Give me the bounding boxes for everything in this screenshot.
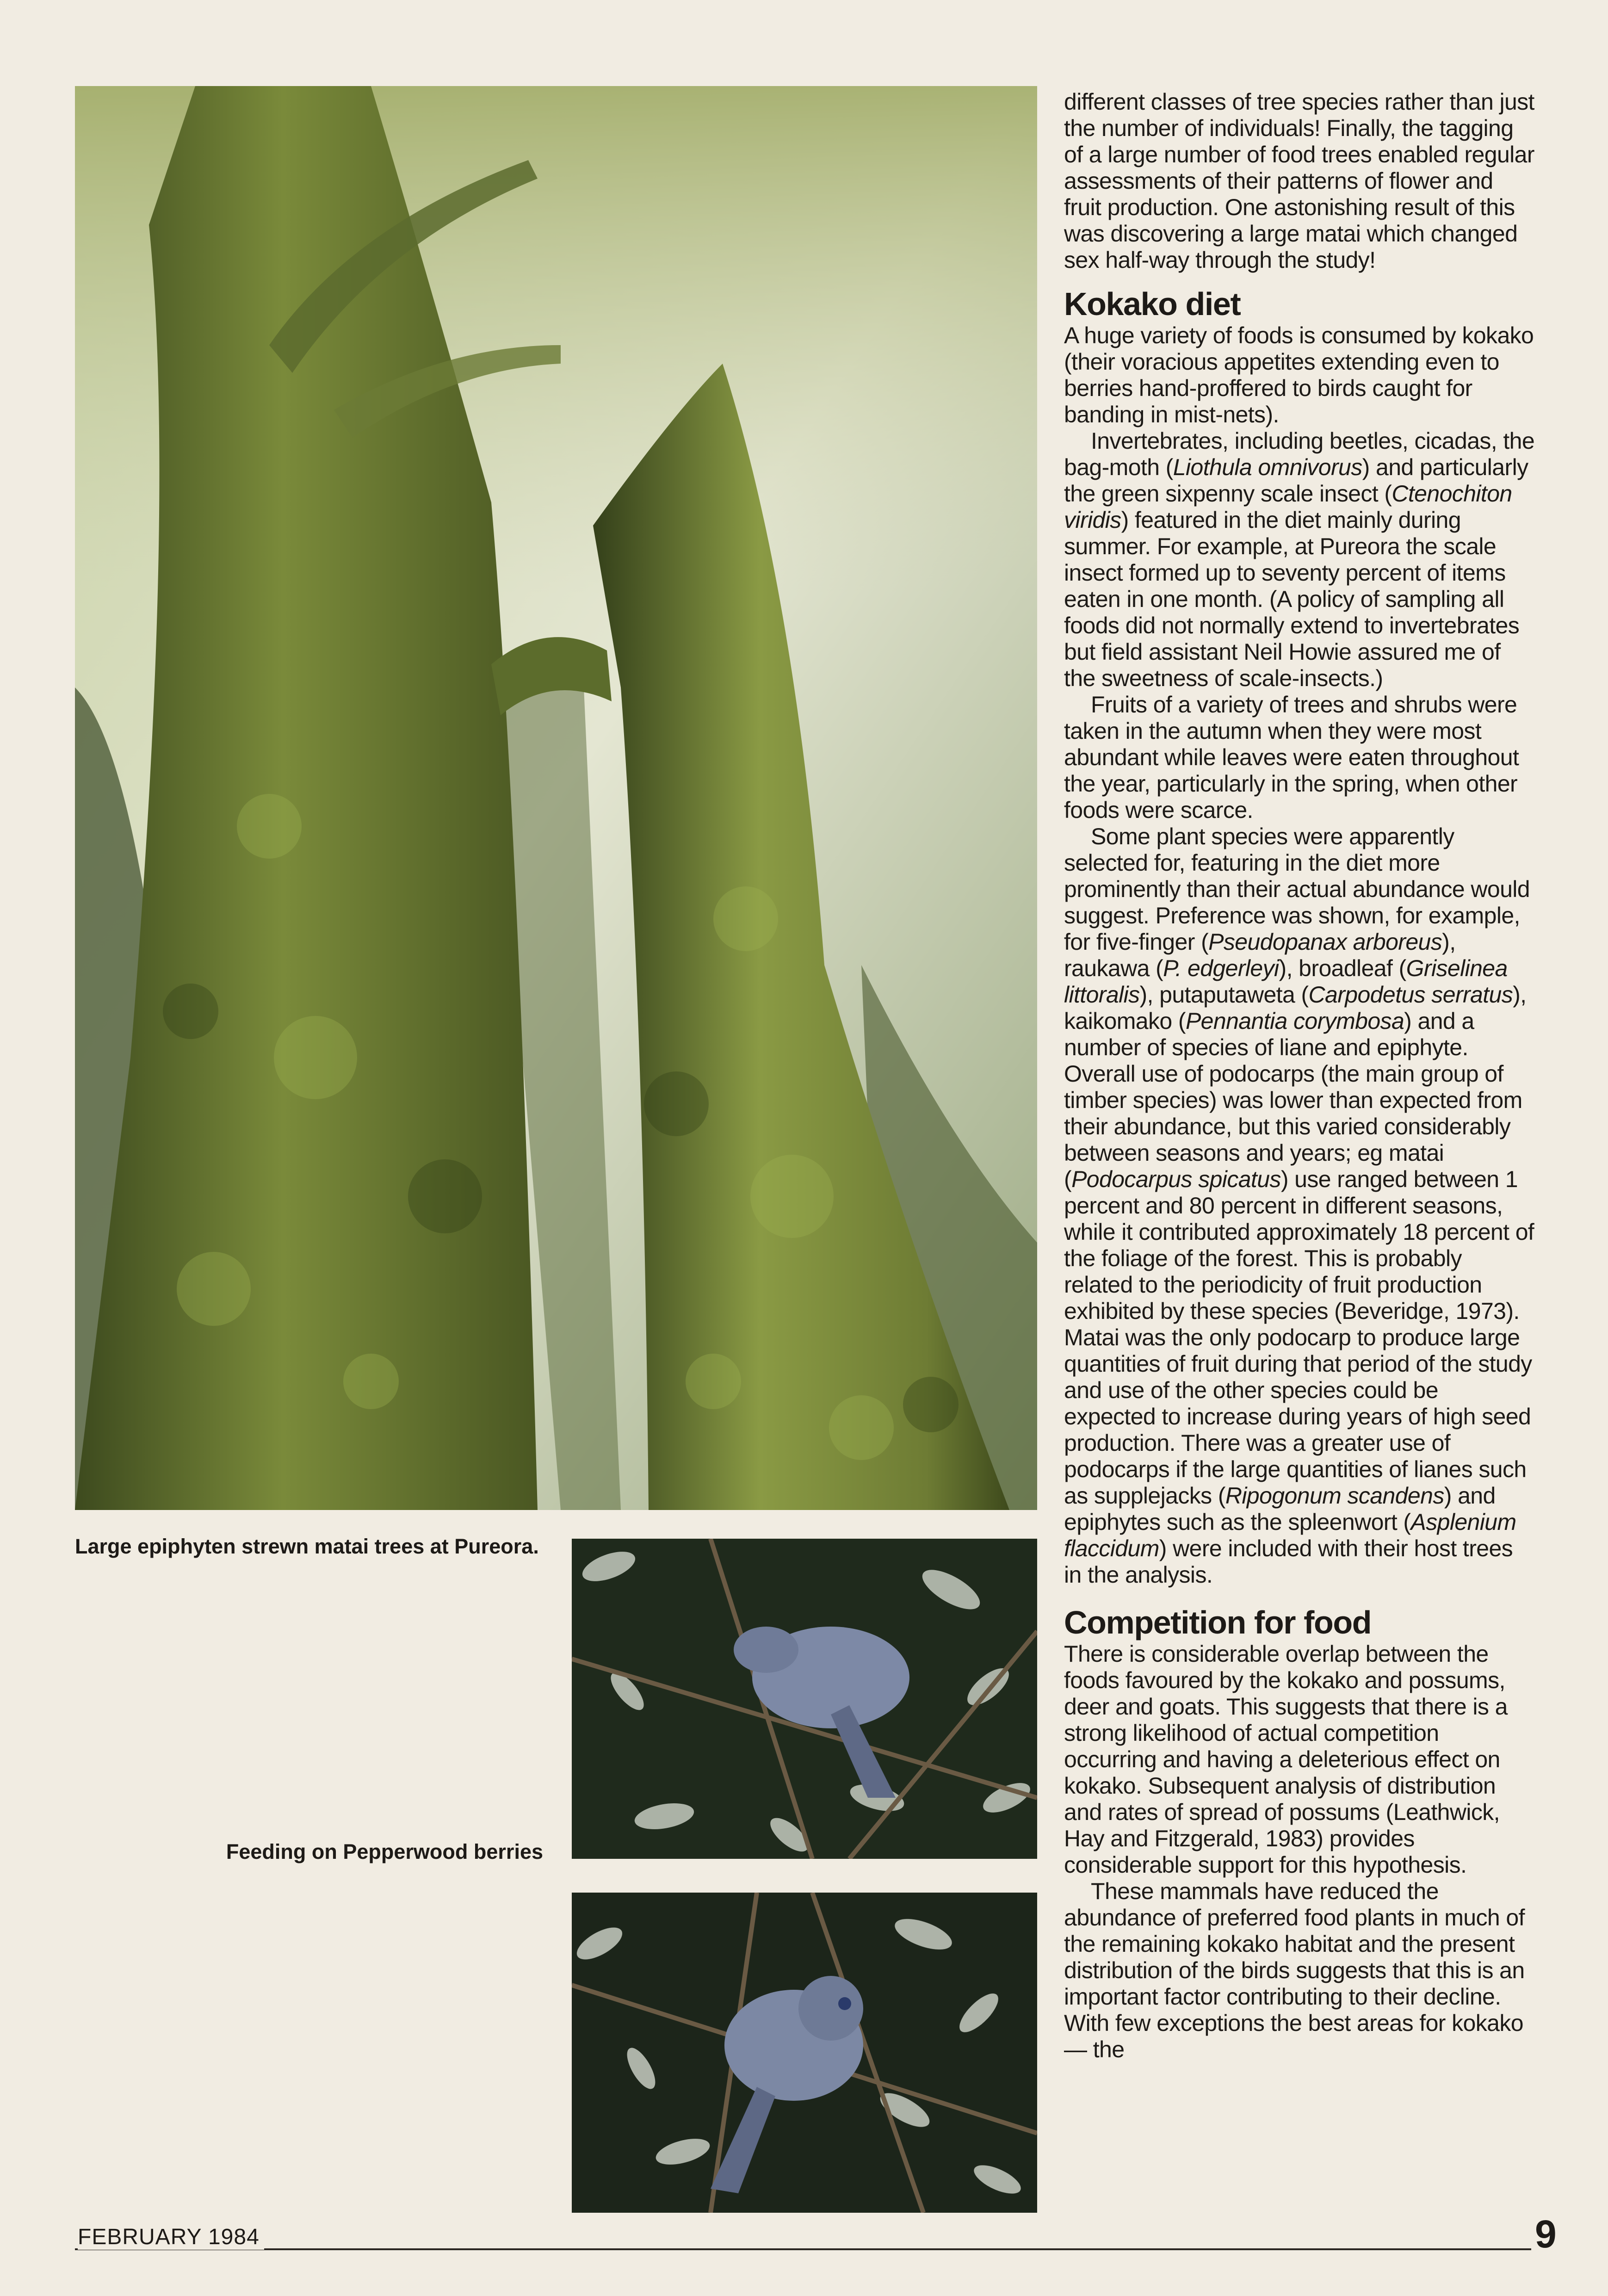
intro-paragraph: different classes of tree species rather than just the number of individuals! Finally, the tagging of a large number of food trees enabled regular assessments of their patterns of flower and fruit production. One astonishing result of this was discovering a large matai which changed sex half-way through the study! [1064,89,1534,273]
bird-photo-top [572,1539,1037,1859]
page-number: 9 [1535,2212,1557,2256]
section-heading-kokako-diet: Kokako diet [1064,286,1241,322]
footer-rule [75,2248,1531,2250]
bird-photo-caption: Feeding on Pepperwood berries [226,1840,543,1863]
article-column [1064,89,1536,2063]
bird-icon [572,1893,1037,2213]
forest-photo-caption: Large epiphyten strewn matai trees at Pureora. [75,1535,539,1558]
paragraph: These mammals have reduced the abundance of preferred food plants in much of the remaining kokako habitat and the present distribution of the birds suggests that this is an important factor contributing to their decline. With few exceptions the best areas for kokako — the [1064,1878,1525,2062]
tree-icon [75,86,1037,1510]
section-heading-competition-for-food: Competition for food [1064,1604,1372,1640]
forest-photo [75,86,1037,1510]
bird-photo-bottom [572,1893,1037,2213]
paragraph: Invertebrates, including beetles, cicadas, the bag-moth (Liothula omnivorus) and particularly the green sixpenny scale insect (Ctenochiton viridis) featured in the diet mainly during summer. For example, at Pureora the scale insect formed up to seventy percent of items eaten in one month. (A policy of sampling all foods did not normally extend to invertebrates but field assistant Neil Howie assured me of the sweetness of scale-insects.) [1064,428,1535,691]
bird-icon [572,1539,1037,1859]
paragraph: Fruits of a variety of trees and shrubs were taken in the autumn when they were most abundant while leaves were eaten throughout the year, particularly in the spring, when other foods were scarce. [1064,692,1519,823]
footer-date: FEBRUARY 1984 [78,2224,264,2250]
paragraph: There is considerable overlap between the foods favoured by the kokako and possums, deer and goats. This suggests that there is a strong likelihood of actual competition occurring and having a deleterious effect on kokako. Subsequent analysis of distribution and rates of spread of possums (Leathwick, Hay and Fitzgerald, 1983) provides considerable support for this hypothesis. [1064,1641,1508,1878]
paragraph: A huge variety of foods is consumed by kokako (their voracious appetites extending even to berries hand-proffered to birds caught for banding in mist-nets). [1064,322,1534,427]
paragraph: Some plant species were apparently selected for, featuring in the diet more prominently than their actual abundance would suggest. Preference was shown, for example, for five-finger (Pseudopanax arboreus), raukawa (P. edgerleyi), broadleaf (Griselinea littoralis), putaputaweta (Carpodetus serratus), kaikomako (Pennantia corymbosa) and a number of species of liane and epiphyte. Overall use of podocarps (the main group of timber species) was lower than expected from their abundance, but this varied considerably between seasons and years; eg matai (Podocarpus spicatus) use ranged between 1 percent and 80 percent in different seasons, while it contributed approximately 18 percent of the foliage of the forest. This is probably related to the periodicity of fruit production exhibited by these species (Beveridge, 1973). Matai was the only podocarp to produce large quantities of fruit during that period of the study and use of the other species could be expected to increase during years of high seed production. There was a greater use of podocarps if the large quantities of lianes such as supplejacks (Ripogonum scandens) and epiphytes such as the spleenwort (Asplenium flaccidum) were included with their host trees in the analysis. [1064,823,1534,1588]
